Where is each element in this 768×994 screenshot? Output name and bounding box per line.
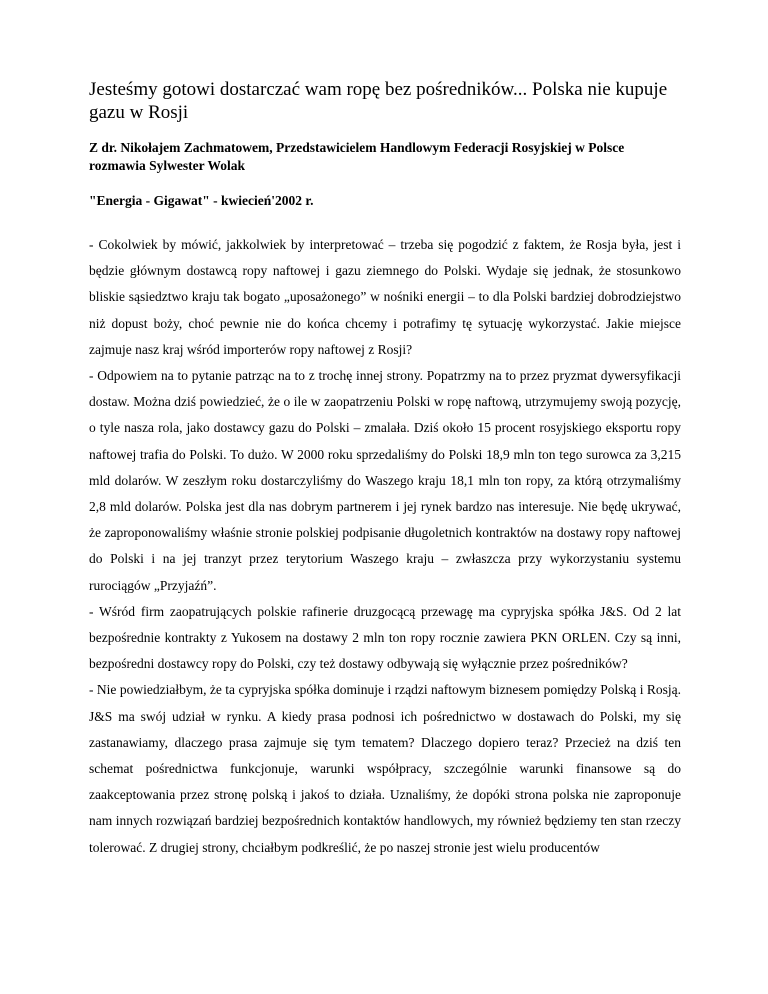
paragraph-answer-2: - Nie powiedziałbym, że ta cypryjska spółka dominuje i rządzi naftowym biznesem pomiędzy Polską i Rosją. J&S ma swój udział w rynku. A kiedy prasa podnosi ich pośrednictwo w dostawach do Polski, my się zastanawiamy, dlaczego prasa zajmuje się tym tematem? Dlaczego dopiero teraz? Przecież na dziś ten schemat pośrednictwa funkcjonuje, warunki współpracy, szczególnie warunki finansowe są do zaakceptowania przez stronę polską i jakoś to działa. Uznaliśmy, że dopóki strona polska nie zaproponuje nam innych rozwiązań bardziej bezpośrednich kontaktów handlowych, my również będziemy ten stan rzeczy tolerować. Z drugiej strony, chciałbym podkreślić, że po naszej stronie jest wielu producentów	[89, 682, 681, 855]
article-title: Jesteśmy gotowi dostarczać wam ropę bez pośredników... Polska nie kupuje gazu w Rosji	[89, 79, 668, 123]
document-page	[89, 78, 681, 861]
article-body	[89, 232, 681, 861]
paragraph-question-1: - Cokolwiek by mówić, jakkolwiek by interpretować – trzeba się pogodzić z faktem, że Rosja była, jest i będzie głównym dostawcą ropy naftowej i gazu ziemnego do Polski. Wydaje się jednak, że stosunkowo bliskie sąsiedztwo kraju tak bogato „uposażonego” w nośniki energii – to dla Polski bardziej dobrodziejstwo niż dopust boży, choć pewnie nie do końca chcemy i potrafimy tę sytuację wykorzystać. Jakie miejsce zajmuje nasz kraj wśród importerów ropy naftowej z Rosji?	[89, 237, 681, 357]
article-subtitle: Z dr. Nikołajem Zachmatowem, Przedstawicielem Handlowym Federacji Rosyjskiej w Polsce rozmawia Sylwester Wolak	[89, 140, 625, 173]
paragraph-answer-1: - Odpowiem na to pytanie patrząc na to z trochę innej strony. Popatrzmy na to przez pryzmat dywersyfikacji dostaw. Można dziś powiedzieć, że o ile w zaopatrzeniu Polski w ropę naftową, utrzymujemy swoją pozycję, o tyle nasza rola, jako dostawcy gazu do Polski – zmalała. Dziś około 15 procent rosyjskiego eksportu ropy naftowej trafia do Polski. To dużo. W 2000 roku sprzedaliśmy do Polski 18,9 mln ton tego surowca za 3,215 mld dolarów. W zeszłym roku dostarczyliśmy do Waszego kraju 18,1 mln ton ropy, za którą otrzymaliśmy 2,8 mld dolarów. Polska jest dla nas dobrym partnerem i jej rynek bardzo nas interesuje. Nie będę ukrywać, że zaproponowaliśmy właśnie stronie polskiej podpisanie długoletnich kontraktów na dostawy ropy naftowej do Polski i na jej tranzyt przez terytorium Waszego kraju – zwłaszcza przy wykorzystaniu systemu rurociągów „Przyjaźń”.	[89, 368, 681, 593]
paragraph-question-2: - Wśród firm zaopatrujących polskie rafinerie druzgocącą przewagę ma cypryjska spółka J&S. Od 2 lat bezpośrednie kontrakty z Yukosem na dostawy 2 mln ton ropy rocznie zawiera PKN ORLEN. Czy są inni, bezpośredni dostawcy ropy do Polski, czy też dostawy odbywają się wyłącznie przez pośredników?	[89, 603, 681, 672]
article-source: "Energia - Gigawat" - kwiecień'2002 r.	[89, 193, 314, 208]
